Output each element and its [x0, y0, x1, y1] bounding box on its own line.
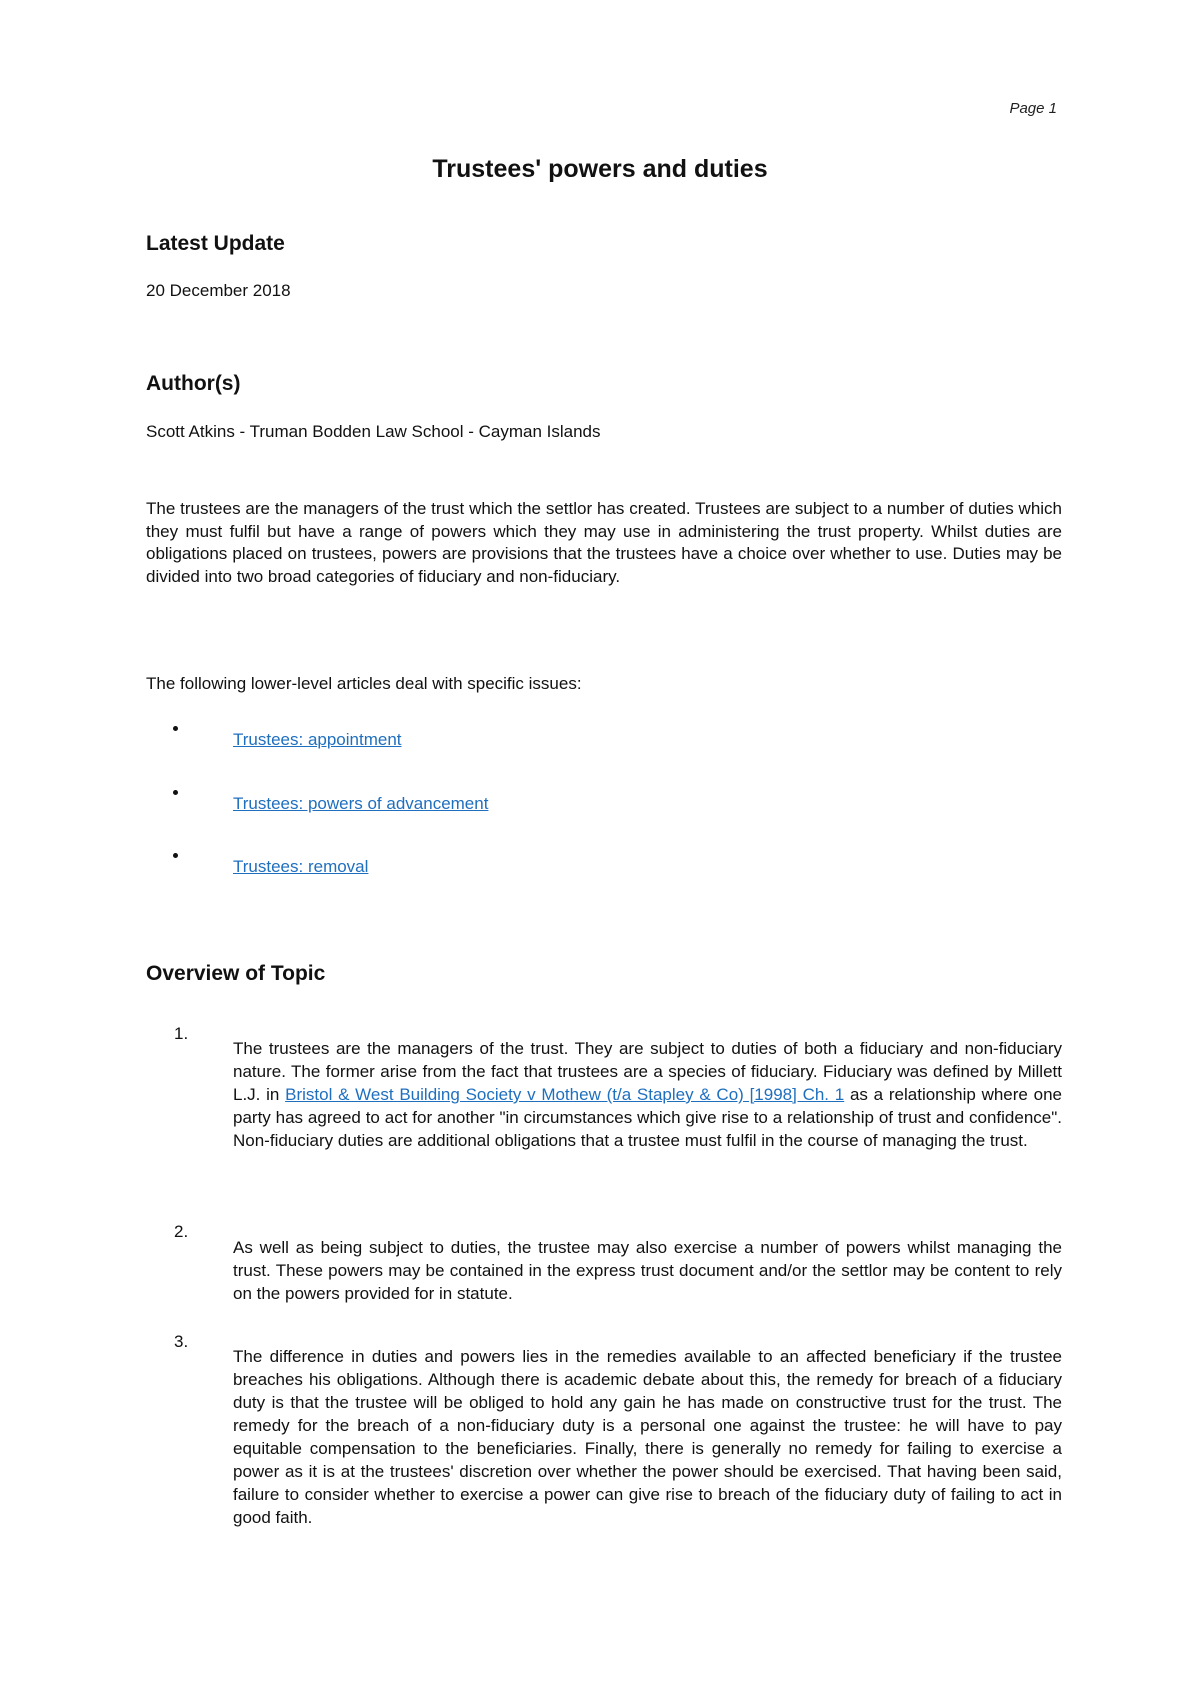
link-trustees-powers-of-advancement[interactable]: Trustees: powers of advancement	[233, 794, 489, 813]
overview-heading: Overview of Topic	[146, 962, 326, 985]
case-link-bristol-west-v-mothew[interactable]: Bristol & West Building Society v Mothew (t/a Stapley & Co) [1998] Ch. 1	[285, 1085, 845, 1104]
latest-update-heading: Latest Update	[146, 232, 285, 255]
bullet	[173, 790, 178, 795]
link-trustees-removal[interactable]: Trustees: removal	[233, 857, 369, 876]
overview-item-3: The difference in duties and powers lies in the remedies available to an affected beneficiary if the trustee breaches his obligations. Although there is academic debate about this, the remedy for breach of a fiduciary duty is that the trustee will be obliged to hold any gain he has made on constructive trust for the trust. The remedy for the breach of a non-fiduciary duty is a personal one against the trustee: he will have to pay equitable compensation to the beneficiaries. Finally, there is generally no remedy for failing to exercise a power as it is at the trustees' discretion over whether the power should be exercised. That having been said, failure to consider whether to exercise a power can give rise to breach of the fiduciary duty of failing to act in good faith.	[233, 1347, 1062, 1527]
intro-paragraph: The trustees are the managers of the trust which the settlor has created. Trustees are subject to a number of duties which they must fulfil but have a range of powers which they may use in administering the trust property. Whilst duties are obligations placed on trustees, powers are provisions that the trustees have a choice over whether to use. Duties may be divided into two broad categories of fiduciary and non-fiduciary.	[146, 499, 1062, 586]
link-trustees-appointment[interactable]: Trustees: appointment	[233, 730, 402, 749]
page-number: Page 1	[1009, 100, 1057, 117]
authors-text: Scott Atkins - Truman Bodden Law School - Cayman Islands	[146, 422, 601, 441]
authors-heading: Author(s)	[146, 372, 241, 395]
list-number: 2.	[174, 1222, 189, 1241]
document-title: Trustees' powers and duties	[432, 155, 768, 183]
list-number: 3.	[174, 1332, 189, 1351]
overview-item-1-post: as a relationship where one party has agreed to act for another "in circumstances which give rise to a relationship of trust and confidence". Non-fiduciary duties are additional obligations that a trustee must fulfil in the course of managing the trust.	[233, 1085, 1062, 1150]
articles-lead: The following lower-level articles deal with specific issues:	[146, 674, 582, 693]
overview-item-2: As well as being subject to duties, the trustee may also exercise a number of powers whilst managing the trust. These powers may be contained in the express trust document and/or the settlor may be content to rely on the powers provided for in statute.	[233, 1238, 1062, 1303]
overview-item-1	[233, 1037, 1062, 1152]
latest-update-date: 20 December 2018	[146, 281, 291, 300]
overview-item-1-pre: The trustees are the managers of the trust. They are subject to duties of both a fiduciary and non-fiduciary nature. The former arise from the fact that trustees are a species of fiduciary. Fiduciary was defined by Millett L.J. in	[233, 1039, 1062, 1104]
list-number: 1.	[174, 1024, 189, 1043]
bullet	[173, 726, 178, 731]
bullet	[173, 853, 178, 858]
